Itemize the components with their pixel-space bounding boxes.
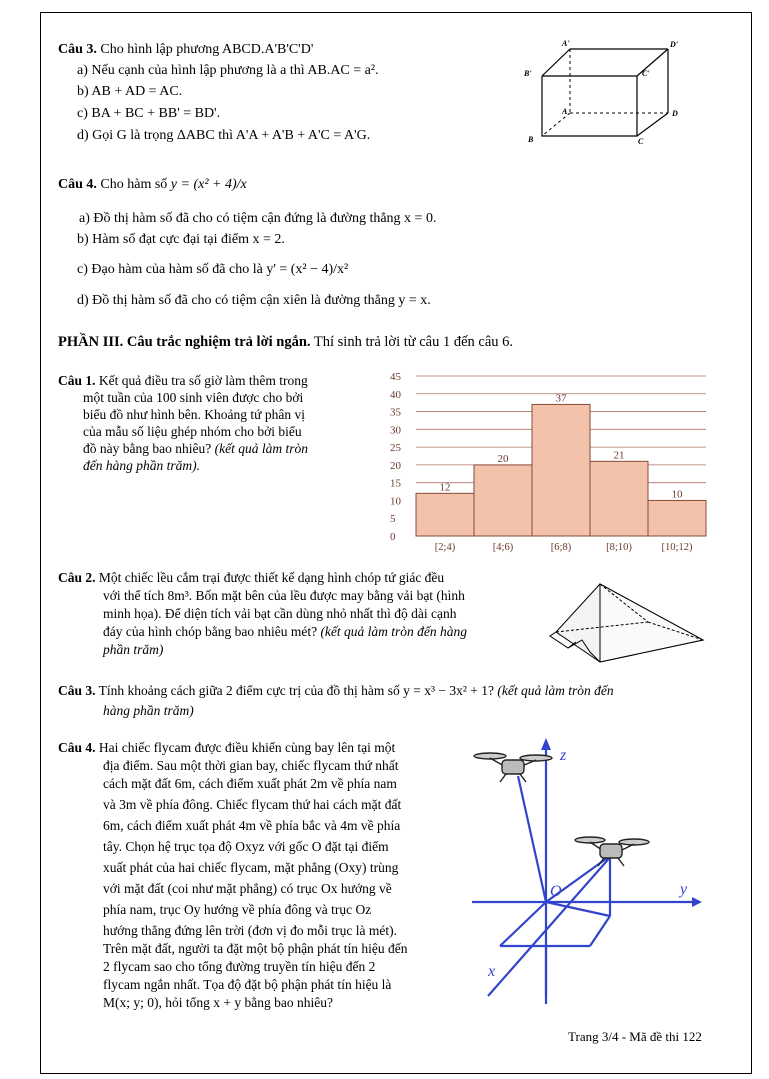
tent-pyramid-figure <box>548 574 710 674</box>
q2-line: với thể tích 8m³. Bốn mặt bên của lều được may bằng vải bạt (hình <box>103 588 465 603</box>
q4p2-b: b) Hàm số đạt cực đại tại điểm x = 2. <box>77 232 285 247</box>
q4-line: và 3m về phía đông. Chiếc flycam thứ hai cách mặt đất <box>103 797 402 812</box>
histogram-bar <box>590 461 648 536</box>
cube-label: B' <box>524 69 532 78</box>
q4p2-c: c) Đạo hàm của hàm số đã cho là y' = (x² − 4)/x² <box>77 262 349 277</box>
y-tick-label: 45 <box>390 371 401 383</box>
q4-line: Trên mặt đất, người ta đặt một bộ phận phát tín hiệu đến <box>103 941 408 956</box>
q4-line: tây. Chọn hệ trục tọa độ Oxyz với gốc O đặt tại điểm <box>103 839 389 854</box>
cube-label: A' <box>562 39 570 48</box>
q4-line: cách mặt đất 6m, cách điểm xuất phát 2m về phía nam <box>103 776 397 791</box>
q4-line: phía nam, trục Oy hướng về phía đông và trục Oz <box>103 902 372 917</box>
q3p2-a: a) Nếu cạnh của hình lập phương là a thì AB.AC = a². <box>77 63 379 78</box>
x-tick-label: [8;10) <box>606 542 632 553</box>
q1-line: của mẫu số liệu ghép nhóm cho bởi biểu <box>83 424 302 439</box>
q3-note: (kết quả làm tròn đến <box>497 683 614 698</box>
q3p2-d: d) Gọi G là trọng ΔABC thì A'A + A'B + A'C = A'G. <box>77 128 371 143</box>
y-tick-label: 10 <box>390 495 401 508</box>
q2-line: đáy của hình chóp bằng bao nhiêu mét? <box>103 624 318 639</box>
y-tick-label: 35 <box>390 406 401 419</box>
cube-label: C' <box>642 69 650 78</box>
x-tick-label: [6;8) <box>550 542 572 553</box>
histogram-bar <box>474 465 532 536</box>
bar-data-label: 37 <box>555 392 567 405</box>
bar-data-label: 21 <box>613 449 625 462</box>
page-footer: Trang 3/4 - Mã đề thi 122 <box>568 1029 702 1044</box>
q3-title: Câu 3. <box>58 683 96 698</box>
x-tick-label: [4;6) <box>492 542 514 553</box>
y-tick-label: 5 <box>390 513 396 526</box>
q3p2-c: c) BA + BC + BB' = BD'. <box>77 106 221 121</box>
y-tick-label: 40 <box>390 388 401 401</box>
q2-note: phần trăm) <box>103 642 164 657</box>
q4-line: địa điểm. Sau một thời gian bay, chiếc flycam thứ nhất <box>103 758 399 773</box>
flycam-2 <box>575 837 649 866</box>
flycam-1 <box>474 753 552 782</box>
bar-data-label: 20 <box>497 452 509 465</box>
bar-data-label: 12 <box>439 481 451 494</box>
axis-label-x: x <box>488 963 496 980</box>
q4p2-d: d) Đồ thị hàm số đã cho có tiệm cận xiên là đường thẳng y = x. <box>77 293 431 308</box>
q3-note: hàng phần trăm) <box>103 703 194 718</box>
histogram-bar <box>532 404 590 536</box>
histogram-bar <box>648 500 706 536</box>
q1-line: một tuần của 100 sinh viên được cho bởi <box>83 390 304 405</box>
q4-line: flycam ngắn nhất. Tọa độ đặt bộ phận phát tín hiệu là <box>103 977 392 992</box>
q4-line: M(x; y; 0), hỏi tổng x + y bằng bao nhiêu? <box>103 995 333 1010</box>
q1-line: đồ này bằng bao nhiêu? <box>83 441 212 456</box>
q4-title: Câu 4. <box>58 740 96 755</box>
bar-data-label: 10 <box>671 488 683 501</box>
cube-figure <box>522 36 694 148</box>
q3p2-title: Câu 3. <box>58 42 97 57</box>
q4-line: 2 flycam sao cho tổng đường truyền tín hiệu đến 2 <box>103 959 376 974</box>
axis-label-z: z <box>560 747 567 764</box>
q2-note: (kết quả làm tròn đến hàng <box>320 624 468 639</box>
q4p2-function: y = (x² + 4)/x <box>170 177 247 192</box>
x-tick-label: [2;4) <box>434 542 456 553</box>
q4p2-stem: Cho hàm số <box>100 177 168 192</box>
q4-line: với mặt đất (coi như mặt phẳng) có trục Ox hướng về <box>103 881 392 896</box>
axis-label-o: O <box>550 883 562 900</box>
q4-line: xuất phát của hai chiếc flycam, mặt phẳng (Oxy) trùng <box>103 860 399 875</box>
q1-line: Kết quả điều tra số giờ làm thêm trong <box>98 373 308 388</box>
cube-label: D' <box>670 40 678 49</box>
part3-heading: PHẦN III. Câu trắc nghiệm trả lời ngắn. <box>58 334 311 350</box>
q3p2-b: b) AB + AD = AC. <box>77 84 183 99</box>
q4-line: 6m, cách điểm xuất phát 4m về phía bắc và 4m về phía <box>103 818 401 833</box>
part3-header <box>58 334 513 351</box>
axis-label-y: y <box>680 881 688 898</box>
cube-label: C <box>638 137 644 146</box>
part3-instruction: Thí sinh trả lời từ câu 1 đến câu 6. <box>313 334 514 350</box>
q1-title: Câu 1. <box>58 373 96 388</box>
q3-text: Tính khoảng cách giữa 2 điểm cực trị của đồ thị hàm số y = x³ − 3x² + 1? <box>98 683 495 698</box>
x-tick-label: [10;12) <box>661 542 693 553</box>
y-tick-label: 25 <box>390 442 401 455</box>
cube-label: A <box>562 107 568 116</box>
y-tick-label: 20 <box>390 459 401 472</box>
histogram-bar <box>416 493 474 536</box>
q2-line: minh họa). Để diện tích vải bạt cần dùng nhỏ nhất thì độ dài cạnh <box>103 606 457 621</box>
q4-line: hướng thẳng đứng lên trời (đơn vị đo mỗi trục là mét). <box>103 923 398 938</box>
y-tick-label: 30 <box>390 424 401 437</box>
y-tick-label: 15 <box>390 477 401 490</box>
q3p2-stem: Cho hình lập phương ABCD.A'B'C'D' <box>100 42 314 57</box>
q4p2-a: a) Đồ thị hàm số đã cho có tiệm cận đứng là đường thẳng x = 0. <box>79 211 437 226</box>
q4-line: Hai chiếc flycam được điều khiển cùng bay lên tại một <box>98 740 396 755</box>
q2-line: Một chiếc lều cắm trại được thiết kế dạng hình chóp tứ giác đều <box>98 570 445 585</box>
q1-line: biểu đồ như hình bên. Khoảng tứ phân vị <box>83 407 305 422</box>
y-tick-label: 0 <box>390 531 396 543</box>
q1-note: đến hàng phần trăm). <box>83 458 200 473</box>
q4p2-title: Câu 4. <box>58 177 97 192</box>
q2-title: Câu 2. <box>58 570 96 585</box>
flycam-coordinate-figure <box>470 736 710 1014</box>
cube-label: B <box>528 135 534 144</box>
cube-label: D <box>672 109 678 118</box>
histogram-chart <box>388 364 714 556</box>
q1-note: (kết quả làm tròn <box>214 441 308 456</box>
